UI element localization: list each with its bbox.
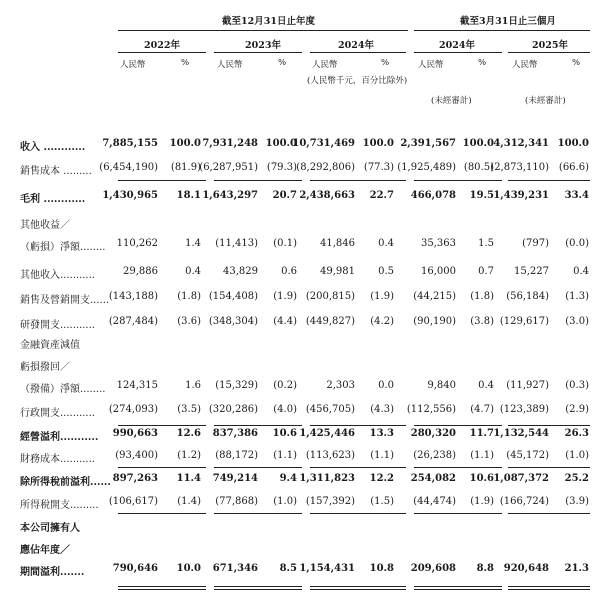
row-value: (143,188) — [108, 291, 158, 302]
row-value: 0.7 — [478, 266, 494, 277]
row-value: (0.2) — [273, 380, 297, 391]
row-value: (3.9) — [565, 496, 589, 507]
header-rule-annual — [118, 30, 408, 31]
currency-label: 人民幣 — [217, 60, 243, 70]
row-value: (8,292,806) — [296, 162, 355, 173]
row-value: 100.0 — [169, 138, 201, 149]
row-value: 2,391,567 — [400, 138, 456, 149]
row-value: (2.9) — [565, 404, 589, 415]
row-value: (348,304) — [208, 316, 258, 327]
row-value: (0.1) — [273, 238, 297, 249]
row-value: (3.0) — [565, 316, 589, 327]
row-value: (3.5) — [177, 404, 201, 415]
subtotal-rule — [508, 180, 590, 181]
row-value: 209,608 — [410, 563, 456, 574]
row-value: (4.3) — [370, 404, 394, 415]
year-header: 2023年 — [245, 40, 281, 51]
row-value: (166,724) — [499, 496, 549, 507]
row-value: 10.6 — [469, 473, 494, 484]
subtotal-rule — [310, 425, 406, 426]
row-value: (44,215) — [413, 291, 456, 302]
row-value: 20.7 — [272, 190, 297, 201]
row-value: (1.0) — [273, 496, 297, 507]
row-label: 其他收益／ — [20, 220, 70, 231]
row-value: (106,617) — [108, 496, 158, 507]
row-value: 8.5 — [279, 563, 297, 574]
row-value: (90,190) — [413, 316, 456, 327]
subtotal-rule — [214, 467, 302, 468]
year-rule — [414, 52, 502, 53]
row-label: （撥備）淨額........ — [20, 384, 106, 395]
percent-label: % — [572, 58, 581, 68]
row-value: 10.8 — [369, 563, 394, 574]
row-value: (1.8) — [470, 291, 494, 302]
row-value: 0.4 — [185, 266, 201, 277]
row-value: 1,430,965 — [102, 190, 158, 201]
row-value: (1.1) — [370, 450, 394, 461]
year-rule — [310, 52, 406, 53]
row-value: (79.3) — [266, 162, 297, 173]
year-rule — [214, 52, 302, 53]
row-value: 10.6 — [272, 428, 297, 439]
unit-note: (人民幣千元，百分比除外) — [307, 76, 408, 86]
row-value: 0.0 — [378, 380, 394, 391]
row-value: 22.7 — [369, 190, 394, 201]
row-value: (1.9) — [470, 496, 494, 507]
subtotal-rule — [508, 467, 590, 468]
row-value: (77,868) — [215, 496, 258, 507]
row-value: 280,320 — [410, 428, 456, 439]
row-value: (15,329) — [215, 380, 258, 391]
row-value: 0.6 — [281, 266, 297, 277]
year-header: 2024年 — [439, 40, 475, 51]
row-value: 0.4 — [478, 380, 494, 391]
row-value: (456,705) — [305, 404, 355, 415]
row-value: 1,087,372 — [493, 473, 549, 484]
row-label: 經營溢利........... — [20, 432, 99, 443]
subtotal-rule — [214, 513, 302, 514]
row-value: (1.3) — [565, 291, 589, 302]
subtotal-rule — [118, 425, 206, 426]
row-value: 110,262 — [116, 238, 158, 249]
row-value: (320,286) — [208, 404, 258, 415]
row-value: 1.6 — [185, 380, 201, 391]
row-value: (81.9) — [170, 162, 201, 173]
row-value: (56,184) — [506, 291, 549, 302]
row-value: (6,454,190) — [99, 162, 158, 173]
row-value: 7,931,248 — [202, 138, 258, 149]
row-value: (157,392) — [305, 496, 355, 507]
row-value: 1.4 — [185, 238, 201, 249]
row-value: 466,078 — [410, 190, 456, 201]
row-value: 25.2 — [564, 473, 589, 484]
row-value: 749,214 — [212, 473, 258, 484]
row-value: (66.6) — [558, 162, 589, 173]
row-value: (80.5) — [463, 162, 494, 173]
row-value: (274,093) — [108, 404, 158, 415]
row-value: (1.1) — [470, 450, 494, 461]
row-value: (11,927) — [506, 380, 549, 391]
subtotal-rule — [214, 180, 302, 181]
row-value: (6,287,951) — [199, 162, 258, 173]
row-value: 10.0 — [176, 563, 201, 574]
percent-label: % — [478, 58, 487, 68]
row-value: (4.0) — [273, 404, 297, 415]
row-value: 10,731,469 — [292, 138, 355, 149]
row-value: (45,172) — [506, 450, 549, 461]
row-value: 100.0 — [557, 138, 589, 149]
row-value: (4.2) — [370, 316, 394, 327]
row-value: 11.7 — [469, 428, 494, 439]
row-value: 12.6 — [176, 428, 201, 439]
row-value: 11.4 — [176, 473, 201, 484]
percent-label: % — [181, 58, 190, 68]
row-value: (113,623) — [305, 450, 355, 461]
subtotal-rule — [310, 180, 406, 181]
row-value: (154,408) — [208, 291, 258, 302]
row-value: 0.4 — [378, 238, 394, 249]
total-rule — [118, 589, 206, 590]
row-value: (88,172) — [215, 450, 258, 461]
row-value: 33.4 — [564, 190, 589, 201]
total-rule — [508, 586, 590, 587]
total-rule — [414, 589, 502, 590]
row-value: 100.0 — [462, 138, 494, 149]
subtotal-rule — [118, 180, 206, 181]
row-value: 671,346 — [212, 563, 258, 574]
row-value: (11,413) — [215, 238, 258, 249]
period-group-header-annual: 截至12月31日止年度 — [222, 16, 315, 27]
row-value: (1.4) — [177, 496, 201, 507]
year-rule — [508, 52, 590, 53]
row-value: (1,925,489) — [397, 162, 456, 173]
subtotal-rule — [414, 425, 502, 426]
row-value: 7,885,155 — [102, 138, 158, 149]
row-value: 19.5 — [469, 190, 494, 201]
row-value: (1.5) — [370, 496, 394, 507]
total-rule — [214, 586, 302, 587]
row-value: (123,389) — [499, 404, 549, 415]
row-value: (200,815) — [305, 291, 355, 302]
row-value: (1.9) — [273, 291, 297, 302]
row-label: 研發開支........... — [20, 320, 95, 331]
row-value: 9,840 — [427, 380, 456, 391]
row-value: 1.5 — [478, 238, 494, 249]
row-label: 虧損撥回／ — [20, 362, 70, 373]
row-value: 837,386 — [212, 428, 258, 439]
row-value: (0.3) — [565, 380, 589, 391]
subtotal-rule — [508, 513, 590, 514]
total-rule — [508, 589, 590, 590]
row-value: (93,400) — [115, 450, 158, 461]
row-value: (1.1) — [273, 450, 297, 461]
row-value: 254,082 — [410, 473, 456, 484]
row-label: 本公司擁有人 — [20, 523, 80, 534]
row-value: (26,238) — [413, 450, 456, 461]
subtotal-rule — [118, 513, 206, 514]
year-header: 2025年 — [532, 40, 568, 51]
percent-label: % — [278, 58, 287, 68]
subtotal-rule — [508, 425, 590, 426]
currency-label: 人民幣 — [312, 60, 338, 70]
row-label: 金融資產減值 — [20, 340, 80, 351]
row-value: 49,981 — [320, 266, 355, 277]
currency-label: 人民幣 — [418, 60, 444, 70]
row-value: 35,363 — [421, 238, 456, 249]
row-value: (1.0) — [565, 450, 589, 461]
row-value: (112,556) — [406, 404, 456, 415]
row-label: 收入 ............ — [20, 142, 86, 153]
total-rule — [310, 589, 406, 590]
row-value: 920,648 — [503, 563, 549, 574]
row-value: (77.3) — [363, 162, 394, 173]
row-value: 4,312,341 — [493, 138, 549, 149]
row-value: 897,263 — [112, 473, 158, 484]
row-value: (1.8) — [177, 291, 201, 302]
row-value: (44,474) — [413, 496, 456, 507]
year-header: 2024年 — [338, 40, 374, 51]
total-rule — [118, 586, 206, 587]
row-label: 財務成本........... — [20, 454, 95, 465]
row-label: 銷售成本 ......... — [20, 166, 92, 177]
row-value: 41,846 — [320, 238, 355, 249]
row-value: 16,000 — [421, 266, 456, 277]
percent-label: % — [381, 58, 390, 68]
row-value: (4.4) — [273, 316, 297, 327]
currency-label: 人民幣 — [512, 60, 538, 70]
row-value: 8.8 — [476, 563, 494, 574]
row-label: 行政開支........... — [20, 408, 95, 419]
row-value: 43,829 — [223, 266, 258, 277]
row-label: 銷售及營銷開支...... — [20, 295, 110, 306]
row-label: 毛利 ............ — [20, 194, 86, 205]
header-rule-quarterly — [414, 30, 590, 31]
row-value: 9.4 — [279, 473, 297, 484]
row-label: 所得稅開支......... — [20, 500, 99, 511]
unaudited-note-2024: (未經審計) — [431, 96, 472, 106]
row-value: (2,873,110) — [490, 162, 549, 173]
subtotal-rule — [310, 467, 406, 468]
row-label: 期間溢利....... — [20, 567, 85, 578]
row-value: 790,646 — [112, 563, 158, 574]
row-value: 0.4 — [573, 266, 589, 277]
row-value: 1,154,431 — [299, 563, 355, 574]
row-value: 26.3 — [564, 428, 589, 439]
unaudited-note-2025: (未經審計) — [525, 96, 566, 106]
row-value: 2,438,663 — [299, 190, 355, 201]
row-value: (3.6) — [177, 316, 201, 327]
total-rule — [214, 589, 302, 590]
row-value: (449,827) — [305, 316, 355, 327]
year-rule — [118, 52, 206, 53]
row-value: 1,425,446 — [299, 428, 355, 439]
row-label: 應佔年度／ — [20, 545, 70, 556]
row-label: （虧損）淨額........ — [20, 242, 106, 253]
row-value: (4.7) — [470, 404, 494, 415]
row-value: (3.8) — [470, 316, 494, 327]
total-rule — [414, 586, 502, 587]
row-value: 0.5 — [378, 266, 394, 277]
row-value: 13.3 — [369, 428, 394, 439]
subtotal-rule — [414, 180, 502, 181]
subtotal-rule — [310, 513, 406, 514]
row-value: (1.9) — [370, 291, 394, 302]
row-value: 990,663 — [112, 428, 158, 439]
row-value: 1,132,544 — [493, 428, 549, 439]
row-value: 29,886 — [123, 266, 158, 277]
row-value: 100.0 — [265, 138, 297, 149]
year-header: 2022年 — [144, 40, 180, 51]
currency-label: 人民幣 — [120, 60, 146, 70]
subtotal-rule — [414, 467, 502, 468]
subtotal-rule — [118, 467, 206, 468]
subtotal-rule — [414, 513, 502, 514]
row-value: (1.2) — [177, 450, 201, 461]
row-label: 其他收入........... — [20, 270, 95, 281]
total-rule — [310, 586, 406, 587]
row-value: 2,303 — [326, 380, 355, 391]
period-group-header-quarterly: 截至3月31日止三個月 — [460, 16, 556, 27]
row-value: (287,484) — [108, 316, 158, 327]
row-label: 除所得稅前溢利...... — [20, 477, 111, 488]
row-value: (0.0) — [565, 238, 589, 249]
row-value: 124,315 — [116, 380, 158, 391]
row-value: 100.0 — [362, 138, 394, 149]
row-value: 1,311,823 — [299, 473, 355, 484]
row-value: 1,439,231 — [493, 190, 549, 201]
row-value: (129,617) — [499, 316, 549, 327]
subtotal-rule — [214, 425, 302, 426]
row-value: 18.1 — [176, 190, 201, 201]
row-value: 15,227 — [514, 266, 549, 277]
row-value: (797) — [522, 238, 549, 249]
row-value: 1,643,297 — [202, 190, 258, 201]
row-value: 21.3 — [564, 563, 589, 574]
row-value: 12.2 — [369, 473, 394, 484]
